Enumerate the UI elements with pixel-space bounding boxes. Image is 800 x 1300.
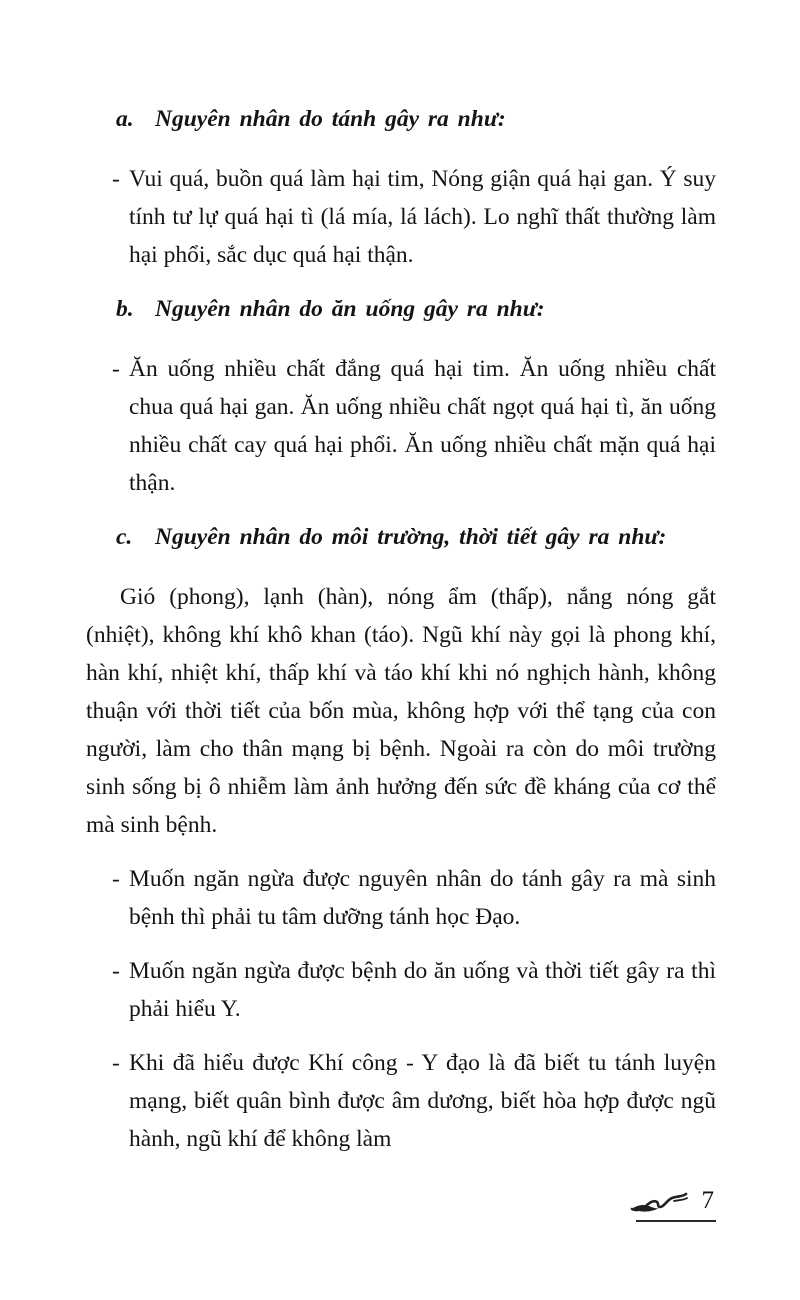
section-heading-text: Nguyên nhân do ăn uống gây ra như: bbox=[155, 296, 545, 322]
page-number: 7 bbox=[701, 1187, 714, 1214]
section-heading-b bbox=[86, 290, 716, 328]
section-label: c. bbox=[116, 524, 133, 550]
section-label: b. bbox=[116, 296, 134, 322]
bullet-text: Muốn ngăn ngừa được bệnh do ăn uống và thời tiết gây ra thì phải hiểu Y. bbox=[129, 958, 716, 1022]
bullet-text: Vui quá, buồn quá làm hại tim, Nóng giận quá hại gan. Ý suy tính tư lự quá hại tì (lá mía, lá lách). Lo nghĩ thất thường làm hại phổi, sắc dục quá hại thận. bbox=[129, 166, 716, 268]
bullet-marker: - bbox=[112, 1050, 120, 1076]
section-heading-c bbox=[86, 518, 716, 556]
bullet-marker: - bbox=[112, 166, 120, 192]
section-heading-text: Nguyên nhân do tánh gây ra như: bbox=[155, 106, 506, 132]
list-item bbox=[86, 860, 716, 936]
body-paragraph: Gió (phong), lạnh (hàn), nóng ẩm (thấp), nắng nóng gắt (nhiệt), không khí khô khan (táo). Ngũ khí này gọi là phong khí, hàn khí, nhiệt khí, thấp khí và táo khí khi nó nghịch hành, không thuận với thời tiết của bốn mùa, không hợp với thể tạng của con người, làm cho thân mạng bị bệnh. Ngoài ra còn do môi trường sinh sống bị ô nhiễm làm ảnh hưởng đến sức đề kháng của cơ thể mà sinh bệnh. bbox=[86, 584, 716, 838]
section-heading-a bbox=[86, 100, 716, 138]
section-label: a. bbox=[116, 106, 134, 132]
list-item bbox=[86, 350, 716, 502]
bullet-text: Muốn ngăn ngừa được nguyên nhân do tánh gây ra mà sinh bệnh thì phải tu tâm dưỡng tánh học Đạo. bbox=[129, 866, 716, 930]
flourish-ornament-icon bbox=[630, 1188, 692, 1216]
list-item bbox=[86, 952, 716, 1028]
bullet-marker: - bbox=[112, 866, 120, 892]
footer-rule bbox=[636, 1220, 716, 1222]
list-item bbox=[86, 1044, 716, 1158]
section-heading-text: Nguyên nhân do môi trường, thời tiết gây ra như: bbox=[155, 524, 667, 550]
bullet-marker: - bbox=[112, 356, 120, 382]
bullet-text: Khi đã hiểu được Khí công - Y đạo là đã biết tu tánh luyện mạng, biết quân bình được âm dương, biết hòa hợp được ngũ hành, ngũ khí để không làm bbox=[129, 1050, 716, 1152]
list-item bbox=[86, 160, 716, 274]
page-footer bbox=[630, 1186, 717, 1222]
bullet-text: Ăn uống nhiều chất đắng quá hại tim. Ăn uống nhiều chất chua quá hại gan. Ăn uống nhiều chất ngọt quá hại tì, ăn uống nhiều chất cay quá hại phổi. Ăn uống nhiều chất mặn quá hại thận. bbox=[129, 356, 716, 496]
bullet-marker: - bbox=[112, 958, 120, 984]
